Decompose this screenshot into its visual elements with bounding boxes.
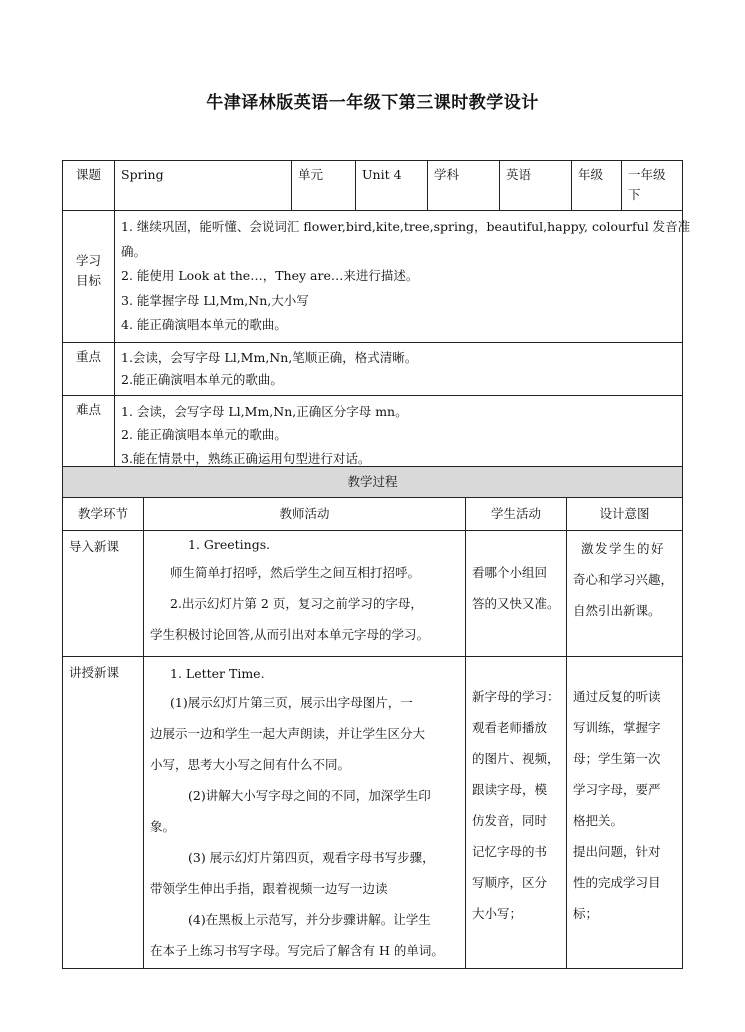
teacher-line: 师生简单打招呼，然后学生之间互相打招呼。 bbox=[170, 565, 421, 580]
teacher-line: 2.出示幻灯片第 2 页，复习之前学习的字母， bbox=[170, 596, 423, 611]
student-line: 的图片、视频， bbox=[472, 751, 560, 766]
intent-line: 母；学生第一次 bbox=[573, 751, 661, 766]
stage-cell: 导入新课 bbox=[63, 531, 144, 657]
intent-line: 学习字母，要严 bbox=[573, 782, 661, 797]
student-cell bbox=[466, 657, 567, 969]
goals-content bbox=[115, 211, 691, 343]
intent-line bbox=[573, 659, 676, 681]
intent-line: 性的完成学习目 bbox=[573, 875, 661, 890]
intent-line: 标； bbox=[573, 906, 599, 921]
col-intent-header: 设计意图 bbox=[567, 498, 683, 531]
teacher-line: 学生积极讨论回答,从而引出对本单元字母的学习。 bbox=[150, 627, 429, 642]
intent-line: 写训练，掌握字 bbox=[573, 720, 661, 735]
grade-value-line2: 下 bbox=[628, 187, 641, 202]
unit-label: 单元 bbox=[292, 161, 356, 211]
teacher-line: (2)讲解大小写字母之间的不同，加深学生印 bbox=[188, 788, 431, 803]
col-teacher-header: 教师活动 bbox=[144, 498, 466, 531]
goal-line: 2. 能使用 Look at the…，They are…来进行描述。 bbox=[121, 268, 419, 283]
teacher-line: 边展示一边和学生一起大声朗读，并让学生区分大 bbox=[150, 726, 426, 741]
intent-line: 奇心和学习兴趣， bbox=[573, 572, 674, 587]
goals-label-line2: 目标 bbox=[75, 273, 101, 288]
student-line: 大小写； bbox=[472, 906, 523, 921]
difficulty-line: 2. 能正确演唱本单元的歌曲。 bbox=[121, 427, 287, 442]
student-line: 跟读字母，模 bbox=[472, 782, 548, 797]
student-line: 仿发音，同时 bbox=[472, 813, 548, 828]
subject-label: 学科 bbox=[428, 161, 500, 211]
intent-line: 提出问题，针对 bbox=[573, 844, 661, 859]
info-table bbox=[62, 160, 691, 475]
table-row bbox=[63, 657, 683, 969]
student-line: 记忆字母的书 bbox=[472, 844, 548, 859]
keti-label: 课题 bbox=[63, 161, 115, 211]
teacher-line: 小写，思考大小写之间有什么不同。 bbox=[150, 757, 351, 772]
intent-line: 激发学生的好 bbox=[581, 541, 666, 556]
teacher-cell bbox=[144, 657, 466, 969]
stage-cell: 讲授新课 bbox=[63, 657, 144, 969]
teacher-line: 1. Letter Time. bbox=[170, 666, 265, 681]
student-line bbox=[472, 533, 560, 557]
col-stage-header: 教学环节 bbox=[63, 498, 144, 531]
key-line: 2.能正确演唱本单元的歌曲。 bbox=[121, 371, 283, 387]
goals-label bbox=[63, 211, 115, 343]
table-row bbox=[63, 531, 683, 657]
difficulty-content bbox=[115, 395, 683, 475]
unit-value: Unit 4 bbox=[356, 161, 428, 211]
keti-value: Spring bbox=[115, 161, 292, 211]
student-cell bbox=[466, 531, 567, 657]
grade-value-line1: 一年级 bbox=[628, 167, 666, 182]
goal-line: 确。 bbox=[121, 243, 147, 259]
student-line: 写顺序，区分 bbox=[472, 875, 548, 890]
grade-value bbox=[622, 161, 683, 211]
goal-line: 4. 能正确演唱本单元的歌曲。 bbox=[121, 317, 287, 332]
teacher-line: (1)展示幻灯片第三页，展示出字母图片，一 bbox=[170, 695, 413, 710]
process-table bbox=[62, 466, 683, 969]
student-line: 看哪个小组回 bbox=[472, 565, 548, 580]
goal-line: 1. 继续巩固，能听懂、会说词汇 flower,bird,kite,tree,spring，beautiful,happy, colourful 发音准 bbox=[121, 219, 691, 234]
col-student-header: 学生活动 bbox=[466, 498, 567, 531]
intent-cell bbox=[567, 657, 683, 969]
difficulty-line: 1. 会读，会写字母 Ll,Mm,Nn,正确区分字母 mn。 bbox=[121, 403, 408, 419]
teacher-line: 带领学生伸出手指，跟着视频一边写一边读 bbox=[150, 881, 388, 896]
goals-label-line1: 学习 bbox=[75, 253, 101, 268]
intent-line: 格把关。 bbox=[573, 813, 624, 828]
difficulty-label: 难点 bbox=[63, 395, 115, 475]
key-line: 1.会读，会写字母 Ll,Mm,Nn,笔顺正确，格式清晰。 bbox=[121, 349, 418, 365]
key-content bbox=[115, 342, 683, 395]
student-line: 观看老师播放 bbox=[472, 720, 548, 735]
difficulty-line: 3.能在情景中，熟练正确运用句型进行对话。 bbox=[121, 450, 371, 466]
student-line bbox=[472, 659, 560, 681]
intent-line: 自然引出新课。 bbox=[573, 603, 661, 618]
document-title: 牛津译林版英语一年级下第三课时教学设计 bbox=[206, 93, 539, 113]
teacher-line: 象。 bbox=[150, 819, 176, 834]
intent-line: 通过反复的听读 bbox=[573, 689, 661, 704]
teacher-line: 1. Greetings. bbox=[188, 537, 271, 552]
student-line: 答的又快又准。 bbox=[472, 596, 560, 611]
teacher-line: (4)在黑板上示范写，并分步骤讲解。让学生 bbox=[188, 912, 431, 927]
goal-line: 3. 能掌握字母 Ll,Mm,Nn,大小写 bbox=[121, 292, 309, 308]
key-label: 重点 bbox=[63, 342, 115, 395]
teacher-cell bbox=[144, 531, 466, 657]
intent-cell bbox=[567, 531, 683, 657]
subject-value: 英语 bbox=[500, 161, 572, 211]
student-line: 新字母的学习： bbox=[472, 689, 560, 704]
teacher-line: (3) 展示幻灯片第四页，观看字母书写步骤， bbox=[188, 850, 435, 865]
grade-label: 年级 bbox=[572, 161, 622, 211]
teacher-line: 在本子上练习书写字母。写完后了解含有 H 的单词。 bbox=[150, 943, 444, 958]
process-header: 教学过程 bbox=[63, 467, 683, 498]
